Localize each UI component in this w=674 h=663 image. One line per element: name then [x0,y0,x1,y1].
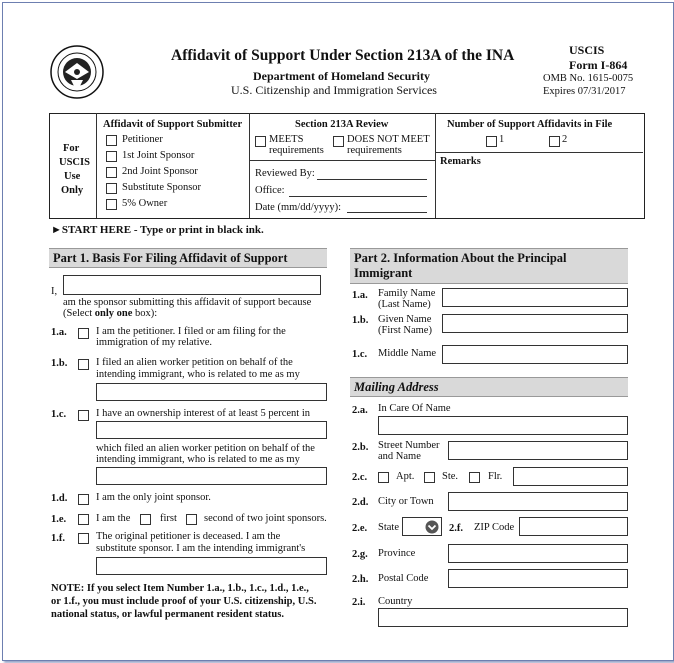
first-joint-sponsor-checkbox[interactable] [106,151,117,162]
item-number: 1.f. [51,533,65,544]
item-number: 2.a. [352,405,368,416]
province-label: Province [378,548,416,559]
submitter-option-label: 5% Owner [122,198,168,209]
joint-sponsor-checkbox[interactable] [78,514,89,525]
submitter-option-label: 2nd Joint Sponsor [122,166,198,177]
meets-label: MEETS [269,134,304,145]
substitute-sponsor-checkbox[interactable] [106,183,117,194]
reviewed-by-line[interactable] [317,179,427,180]
five-percent-owner-checkbox[interactable] [106,199,117,210]
part1-header: Part 1. Basis For Filing Affidavit of Support [49,248,327,268]
family-name-input[interactable] [442,288,628,307]
sponsor-name-input[interactable] [63,275,321,295]
remarks-label: Remarks [440,156,481,167]
form-number: Form I-864 [569,58,628,72]
relationship-input-2[interactable] [96,467,327,485]
part2-title-2: Immigrant [354,266,413,280]
item-text: I am the petitioner. I filed or am filing for the [96,326,286,337]
sponsor-line: am the sponsor submitting this affidavit of support because [63,297,312,308]
zip-label: ZIP Code [474,522,515,533]
substitute-basis-checkbox[interactable] [78,533,89,544]
street-input[interactable] [448,441,628,460]
not-meet-label-2: requirements [347,145,402,156]
office-line[interactable] [289,196,427,197]
not-meet-label: DOES NOT MEET [347,134,430,145]
apt-number-input[interactable] [513,467,628,486]
given-name-label: Given Name [378,314,432,325]
item-number: 1.b. [352,315,369,326]
care-of-input[interactable] [378,416,628,435]
item-number: 1.a. [51,327,67,338]
item-number: 2.c. [352,472,368,483]
first-sponsor-checkbox[interactable] [140,514,151,525]
postal-label: Postal Code [378,573,429,584]
agency-short: USCIS [569,43,605,57]
num2-label: 2 [562,134,568,145]
chevron-down-icon [425,520,439,534]
item-text: I filed an alien worker petition on behalf of the [96,357,293,368]
use-only-4: Only [61,185,84,196]
middle-name-label: Middle Name [378,348,437,359]
item-text: which filed an alien worker petition on behalf of the [96,443,315,454]
use-only-3: Use [64,171,81,182]
meets-label-2: requirements [269,145,324,156]
petitioner-basis-checkbox[interactable] [78,328,89,339]
street-label: Street Number [378,440,440,451]
province-input[interactable] [448,544,628,563]
state-select[interactable] [402,517,442,536]
review-title: Section 213A Review [295,119,389,130]
item-number: 2.h. [352,574,369,585]
item-text: intending immigrant, who is related to me as my [96,369,300,380]
family-name-label-2: (Last Name) [378,299,431,310]
apt-label: Apt. [396,471,415,482]
item-text: second of two joint sponsors. [204,513,327,524]
dhs-seal-icon [50,45,104,99]
does-not-meet-checkbox[interactable] [333,136,344,147]
ste-checkbox[interactable] [424,472,435,483]
use-only-2: USCIS [59,157,90,168]
item-number: 2.g. [352,549,368,560]
agency-name: U.S. Citizenship and Immigration Services [231,83,437,97]
item-number: 2.e. [352,523,368,534]
omb-number: OMB No. 1615-0075 [543,73,634,84]
city-input[interactable] [448,492,628,511]
item-number: 1.a. [352,290,368,301]
num1-label: 1 [499,134,505,145]
submitter-option-label: Petitioner [122,134,163,145]
item-number: 2.i. [352,597,366,608]
item-text: first [160,513,177,524]
second-joint-sponsor-checkbox[interactable] [106,167,117,178]
number-title: Number of Support Affidavits in File [447,119,613,130]
note-line-2: or 1.f., you must include proof of your U.S. citizenship, U.S. [51,596,317,607]
given-name-label-2: (First Name) [378,325,432,336]
country-label: Country [378,596,413,607]
state-label: State [378,522,399,533]
item-number: 2.b. [352,442,369,453]
submitter-title: Affidavit of Support Submitter [103,119,243,130]
submitter-option-label: Substitute Sponsor [122,182,202,193]
item-number: 1.c. [51,409,67,420]
item-text: I am the only joint sponsor. [96,492,211,503]
ste-label: Ste. [442,471,459,482]
part2-title-1: Part 2. Information About the Principal [354,251,567,265]
country-input[interactable] [378,608,628,627]
one-affidavit-checkbox[interactable] [486,136,497,147]
family-name-label: Family Name [378,288,436,299]
date-line[interactable] [347,212,427,213]
second-sponsor-checkbox[interactable] [186,514,197,525]
zip-input[interactable] [519,517,628,536]
item-number: 2.f. [449,523,463,534]
relationship-input[interactable] [96,383,327,401]
office-label: Office: [255,185,285,196]
apt-checkbox[interactable] [378,472,389,483]
date-label: Date (mm/dd/yyyy): [255,202,342,213]
item-text: I am the [96,513,131,524]
city-label: City or Town [378,496,434,507]
substitute-relationship-input[interactable] [96,557,327,575]
middle-name-input[interactable] [442,345,628,364]
company-name-input[interactable] [96,421,327,439]
item-number: 1.d. [51,493,68,504]
note-line-1: NOTE: If you select Item Number 1.a., 1.b., 1.c., 1.d., 1.e., [51,583,309,594]
given-name-input[interactable] [442,314,628,333]
item-text: substitute sponsor. I am the intending immigrant's [96,543,306,554]
expiration-date: Expires 07/31/2017 [543,86,626,97]
item-number: 1.e. [51,514,67,525]
item-text: intending immigrant, who is related to me as my [96,454,300,465]
care-of-label: In Care Of Name [378,403,451,414]
i-label: I, [51,286,58,297]
alien-worker-checkbox[interactable] [78,359,89,370]
street-label-2: and Name [378,451,421,462]
item-text: I have an ownership interest of at least 5 percent in [96,408,311,419]
postal-input[interactable] [448,569,628,588]
flr-label: Flr. [488,471,503,482]
petitioner-checkbox[interactable] [106,135,117,146]
department-name: Department of Homeland Security [253,69,430,83]
form-title: Affidavit of Support Under Section 213A of the INA [171,47,515,64]
submitter-option-label: 1st Joint Sponsor [122,150,195,161]
select-line: (Select only one box): [63,308,158,319]
item-number: 2.d. [352,497,369,508]
part2-header [350,248,628,284]
flr-checkbox[interactable] [469,472,480,483]
start-here: ►START HERE - Type or print in black ink. [51,224,264,236]
note-line-3: national status, or lawful permanent resident status. [51,609,284,620]
item-number: 1.c. [352,349,368,360]
reviewed-by-label: Reviewed By: [255,168,315,179]
form-page [2,2,674,661]
item-text: immigration of my relative. [96,337,213,348]
ownership-checkbox[interactable] [78,410,89,421]
two-affidavits-checkbox[interactable] [549,136,560,147]
meets-checkbox[interactable] [255,136,266,147]
mailing-address-header: Mailing Address [350,377,628,397]
item-text: The original petitioner is deceased. I am the [96,531,281,542]
item-number: 1.b. [51,358,68,369]
use-only-1: For [63,143,80,154]
only-joint-sponsor-checkbox[interactable] [78,494,89,505]
